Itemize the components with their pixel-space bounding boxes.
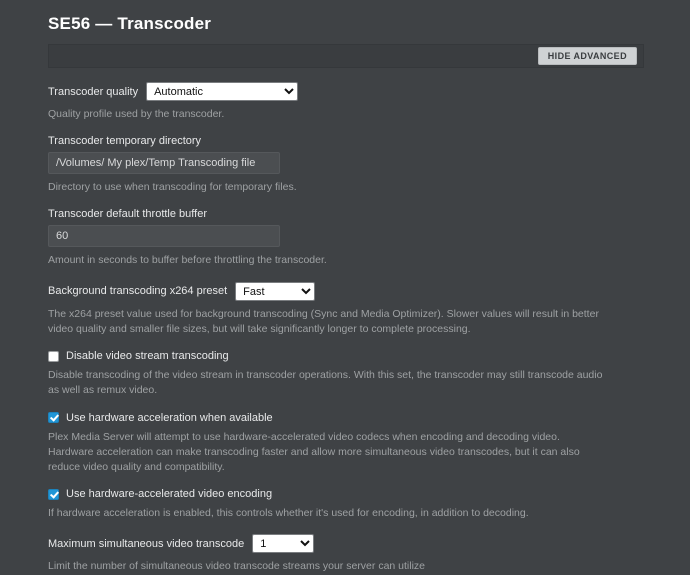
max-simultaneous-transcode-select[interactable] [252, 534, 314, 553]
settings-form [0, 68, 690, 575]
use-hardware-accelerated-encoding-help: If hardware acceleration is enabled, this controls whether it's used for encoding, in addition to decoding. [48, 507, 529, 520]
use-hardware-acceleration-checkbox[interactable] [48, 412, 59, 423]
field-throttle-buffer [48, 208, 644, 268]
field-max-simultaneous-transcode [48, 534, 644, 574]
page-title: SE56 — Transcoder [48, 14, 212, 33]
transcoder-quality-label: Transcoder quality [48, 85, 139, 98]
field-transcoder-quality [48, 82, 644, 122]
disable-video-stream-transcoding-checkbox[interactable] [48, 351, 59, 362]
throttle-buffer-help: Amount in seconds to buffer before throttling the transcoder. [48, 254, 327, 267]
temp-directory-help: Directory to use when transcoding for temporary files. [48, 181, 297, 194]
temp-directory-label: Transcoder temporary directory [48, 135, 202, 148]
use-hardware-accelerated-encoding-label: Use hardware-accelerated video encoding [66, 488, 273, 501]
disable-video-stream-transcoding-help: Disable transcoding of the video stream in transcoder operations. With this set, the transcoder may still transcode audio as well as remux video. [48, 369, 603, 397]
field-disable-video-stream-transcoding [48, 350, 644, 398]
hide-advanced-button[interactable]: HIDE ADVANCED [538, 47, 637, 65]
field-background-x264-preset [48, 282, 644, 337]
advanced-toolbar [48, 44, 644, 68]
temp-directory-input[interactable] [48, 152, 280, 174]
use-hardware-accelerated-encoding-checkbox[interactable] [48, 489, 59, 500]
field-use-hardware-accelerated-encoding [48, 488, 644, 521]
use-hardware-acceleration-help: Plex Media Server will attempt to use hardware-accelerated video codecs when encoding and decoding video. Hardware acceleration can make transcoding faster and allow more simultaneous video transcodes, but it can also reduce video quality and compatibility. [48, 430, 580, 473]
transcoder-quality-select[interactable] [146, 82, 298, 101]
field-temp-directory [48, 135, 644, 195]
background-x264-preset-help: The x264 preset value used for background transcoding (Sync and Media Optimizer). Slower values will result in better video quality and smaller file sizes, but will take significantly longer to complete processing. [48, 307, 599, 335]
use-hardware-acceleration-label: Use hardware acceleration when available [66, 411, 273, 424]
background-x264-preset-label: Background transcoding x264 preset [48, 285, 228, 298]
throttle-buffer-input[interactable] [48, 225, 280, 247]
max-simultaneous-transcode-label: Maximum simultaneous video transcode [48, 537, 245, 550]
background-x264-preset-select[interactable] [235, 282, 315, 301]
max-simultaneous-transcode-help: Limit the number of simultaneous video transcode streams your server can utilize [48, 560, 426, 573]
transcoder-quality-help: Quality profile used by the transcoder. [48, 108, 225, 120]
field-use-hardware-acceleration [48, 412, 644, 476]
throttle-buffer-label: Transcoder default throttle buffer [48, 208, 207, 221]
disable-video-stream-transcoding-label: Disable video stream transcoding [66, 350, 229, 363]
